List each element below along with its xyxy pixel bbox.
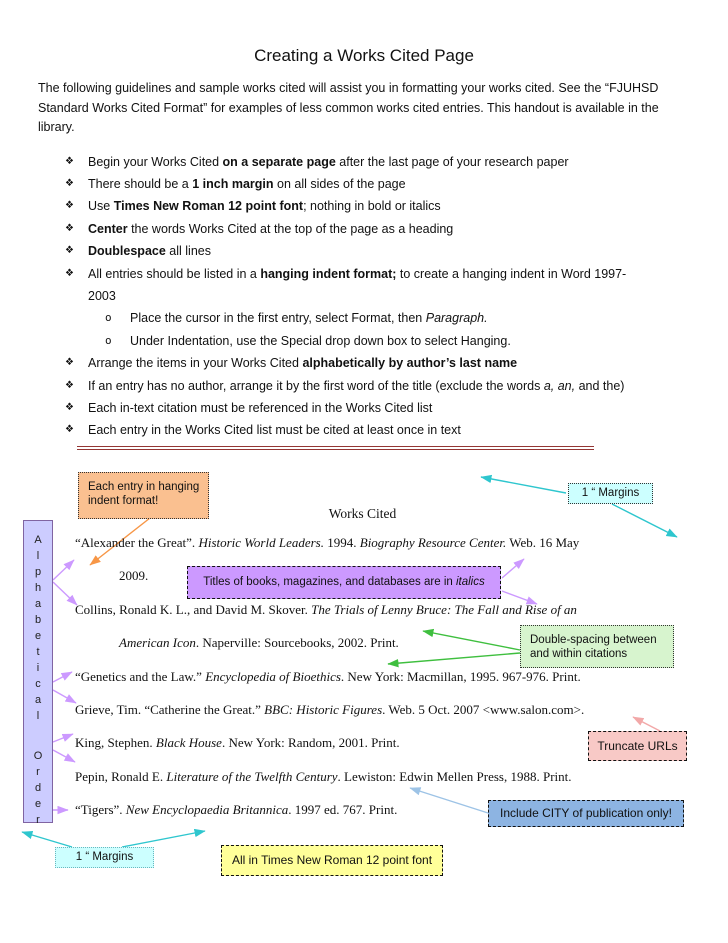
bullet-item: ❖ Use Times New Roman 12 point font; nothing in bold or italics xyxy=(65,195,705,217)
citation-line: Grieve, Tim. “Catherine the Great.” BBC: Historic Figures. Web. 5 Oct. 2007 <www.salon.com>. xyxy=(75,701,585,717)
section-divider xyxy=(77,446,594,450)
alpha-arrow-pepin-icon xyxy=(53,750,75,762)
citation-line: 2009. xyxy=(119,568,149,584)
bullet-marker-icon: ❖ xyxy=(65,424,74,436)
callout-font xyxy=(221,845,443,876)
margins-bottom-right-arrow-icon xyxy=(122,831,205,847)
callout-margins-top xyxy=(568,483,653,504)
sidebar-letter: e xyxy=(34,798,42,810)
bullet-item: o Place the cursor in the first entry, select Format, then Paragraph. xyxy=(105,307,705,329)
guidelines-list xyxy=(65,151,705,442)
alphabetical-order-label xyxy=(23,520,53,826)
callout-city xyxy=(488,800,684,827)
bullet-item: ❖ There should be a 1 inch margin on all sides of the page xyxy=(65,173,705,195)
callout-margins-bottom xyxy=(55,847,154,868)
alpha-arrow-genetics-icon xyxy=(53,672,72,682)
bullet-marker-icon: ❖ xyxy=(65,401,74,413)
callout-double-spacing xyxy=(520,625,674,668)
callout-font-text: All in Times New Roman 12 point font xyxy=(231,853,433,867)
citation-line: “Alexander the Great”. Historic World Leaders. 1994. Biography Resource Center. Web. 16 May xyxy=(75,535,580,550)
bullet-item: ❖ Begin your Works Cited on a separate page after the last page of your research paper xyxy=(65,151,705,173)
bullet-marker-icon: o xyxy=(105,333,112,347)
citation-line: “Genetics and the Law.” Encyclopedia of Bioethics. New York: Macmillan, 1995. 967-976. Print. xyxy=(75,668,581,684)
sidebar-letter: d xyxy=(34,782,42,794)
bullet-marker-icon: ❖ xyxy=(65,379,74,391)
bullet-marker-icon: ❖ xyxy=(65,222,74,234)
citation-line: American Icon. Naperville: Sourcebooks, 2002. Print. xyxy=(119,635,399,651)
bullet-marker-icon: ❖ xyxy=(65,245,74,257)
sidebar-letter: i xyxy=(36,662,40,674)
bullet-marker-icon: ❖ xyxy=(65,155,74,167)
sidebar-letter: a xyxy=(34,694,42,706)
bullet-marker-icon: ❖ xyxy=(65,200,74,212)
alpha-arrow-king-icon xyxy=(53,734,73,742)
alpha-arrow-alexander-icon xyxy=(53,560,74,580)
sidebar-letter: r xyxy=(36,766,40,778)
sidebar-letter: l xyxy=(36,710,40,722)
alpha-arrow-collins-icon xyxy=(53,582,77,605)
citation-line: “Tigers”. New Encyclopaedia Britannica. 1997 ed. 767. Print. xyxy=(75,802,398,818)
citation-line: King, Stephen. Black House. New York: Random, 2001. Print. xyxy=(75,735,400,751)
callout-city-text: Include CITY of publication only! xyxy=(500,806,672,820)
bullet-item: ❖ All entries should be listed in a hanging indent format; to create a hanging indent in Word 1997- 2003 xyxy=(65,263,705,308)
margins-top-left-arrow-icon xyxy=(481,477,566,493)
bullet-marker-icon: o xyxy=(105,311,112,325)
bullet-marker-icon: ❖ xyxy=(65,177,74,189)
callout-italics xyxy=(187,566,501,599)
sidebar-letter: l xyxy=(36,550,40,562)
bullet-item: ❖ Each entry in the Works Cited list must be cited at least once in text xyxy=(65,419,705,441)
callout-truncate-urls xyxy=(588,731,687,761)
callout-margins-bottom-text: 1 “ Margins xyxy=(75,851,134,863)
bullet-marker-icon: ❖ xyxy=(65,357,74,369)
sidebar-letter: r xyxy=(36,814,40,826)
intro-paragraph: The following guidelines and sample works cited will assist you in formatting your works cited. See the “FJUHSD Standard Works Cited Format” for examples of less common works cited entries. This handout is available in the library. xyxy=(38,81,659,134)
callout-italics-word: italics xyxy=(455,576,485,588)
sidebar-letter: A xyxy=(34,534,42,546)
sidebar-letter: b xyxy=(34,614,42,626)
bullet-item: o Under Indentation, use the Special drop down box to select Hanging. xyxy=(105,330,705,352)
sidebar-letter: O xyxy=(33,750,43,762)
bullet-item: ❖ Center the words Works Cited at the top of the page as a heading xyxy=(65,218,705,240)
sidebar-letter: c xyxy=(35,678,41,690)
citation-line: Collins, Ronald K. L., and David M. Skover. The Trials of Lenny Bruce: The Fall and Rise of an xyxy=(75,601,577,617)
bullet-item: ❖ Each in-text citation must be referenced in the Works Cited list xyxy=(65,397,705,419)
citation-line: Pepin, Ronald E. Literature of the Twelfth Century. Lewiston: Edwin Mellen Press, 1988. Print. xyxy=(75,768,572,784)
bullet-marker-icon: ❖ xyxy=(65,267,74,279)
page-title: Creating a Works Cited Page xyxy=(254,46,474,65)
alpha-arrow-grieve-icon xyxy=(53,690,76,703)
callout-double-spacing-text: Double-spacing between and within citations xyxy=(530,634,657,660)
works-cited-heading: Works Cited xyxy=(328,506,397,521)
sidebar-letter: e xyxy=(34,630,42,642)
callout-hanging-indent-text: Each entry in hanging indent format! xyxy=(88,481,200,507)
bullet-item: ❖ Arrange the items in your Works Cited alphabetically by author’s last name xyxy=(65,352,705,374)
callout-italics-prefix: Titles of books, magazines, and databases are in xyxy=(203,576,456,588)
margins-bottom-left-arrow-icon xyxy=(22,832,72,847)
bullet-item: ❖ Doublespace all lines xyxy=(65,240,705,262)
sidebar-letter-gap xyxy=(24,724,52,748)
sample-works-cited-section xyxy=(0,460,728,943)
bullet-item: ❖ If an entry has no author, arrange it by the first word of the title (exclude the words a, an, and the) xyxy=(65,375,705,397)
sidebar-letter: a xyxy=(34,598,42,610)
callout-truncate-urls-text: Truncate URLs xyxy=(597,739,678,753)
callout-margins-top-text: 1 “ Margins xyxy=(581,487,640,499)
sidebar-letter: h xyxy=(34,582,42,594)
sidebar-letter: p xyxy=(34,566,42,578)
sidebar-letter: t xyxy=(36,646,40,658)
